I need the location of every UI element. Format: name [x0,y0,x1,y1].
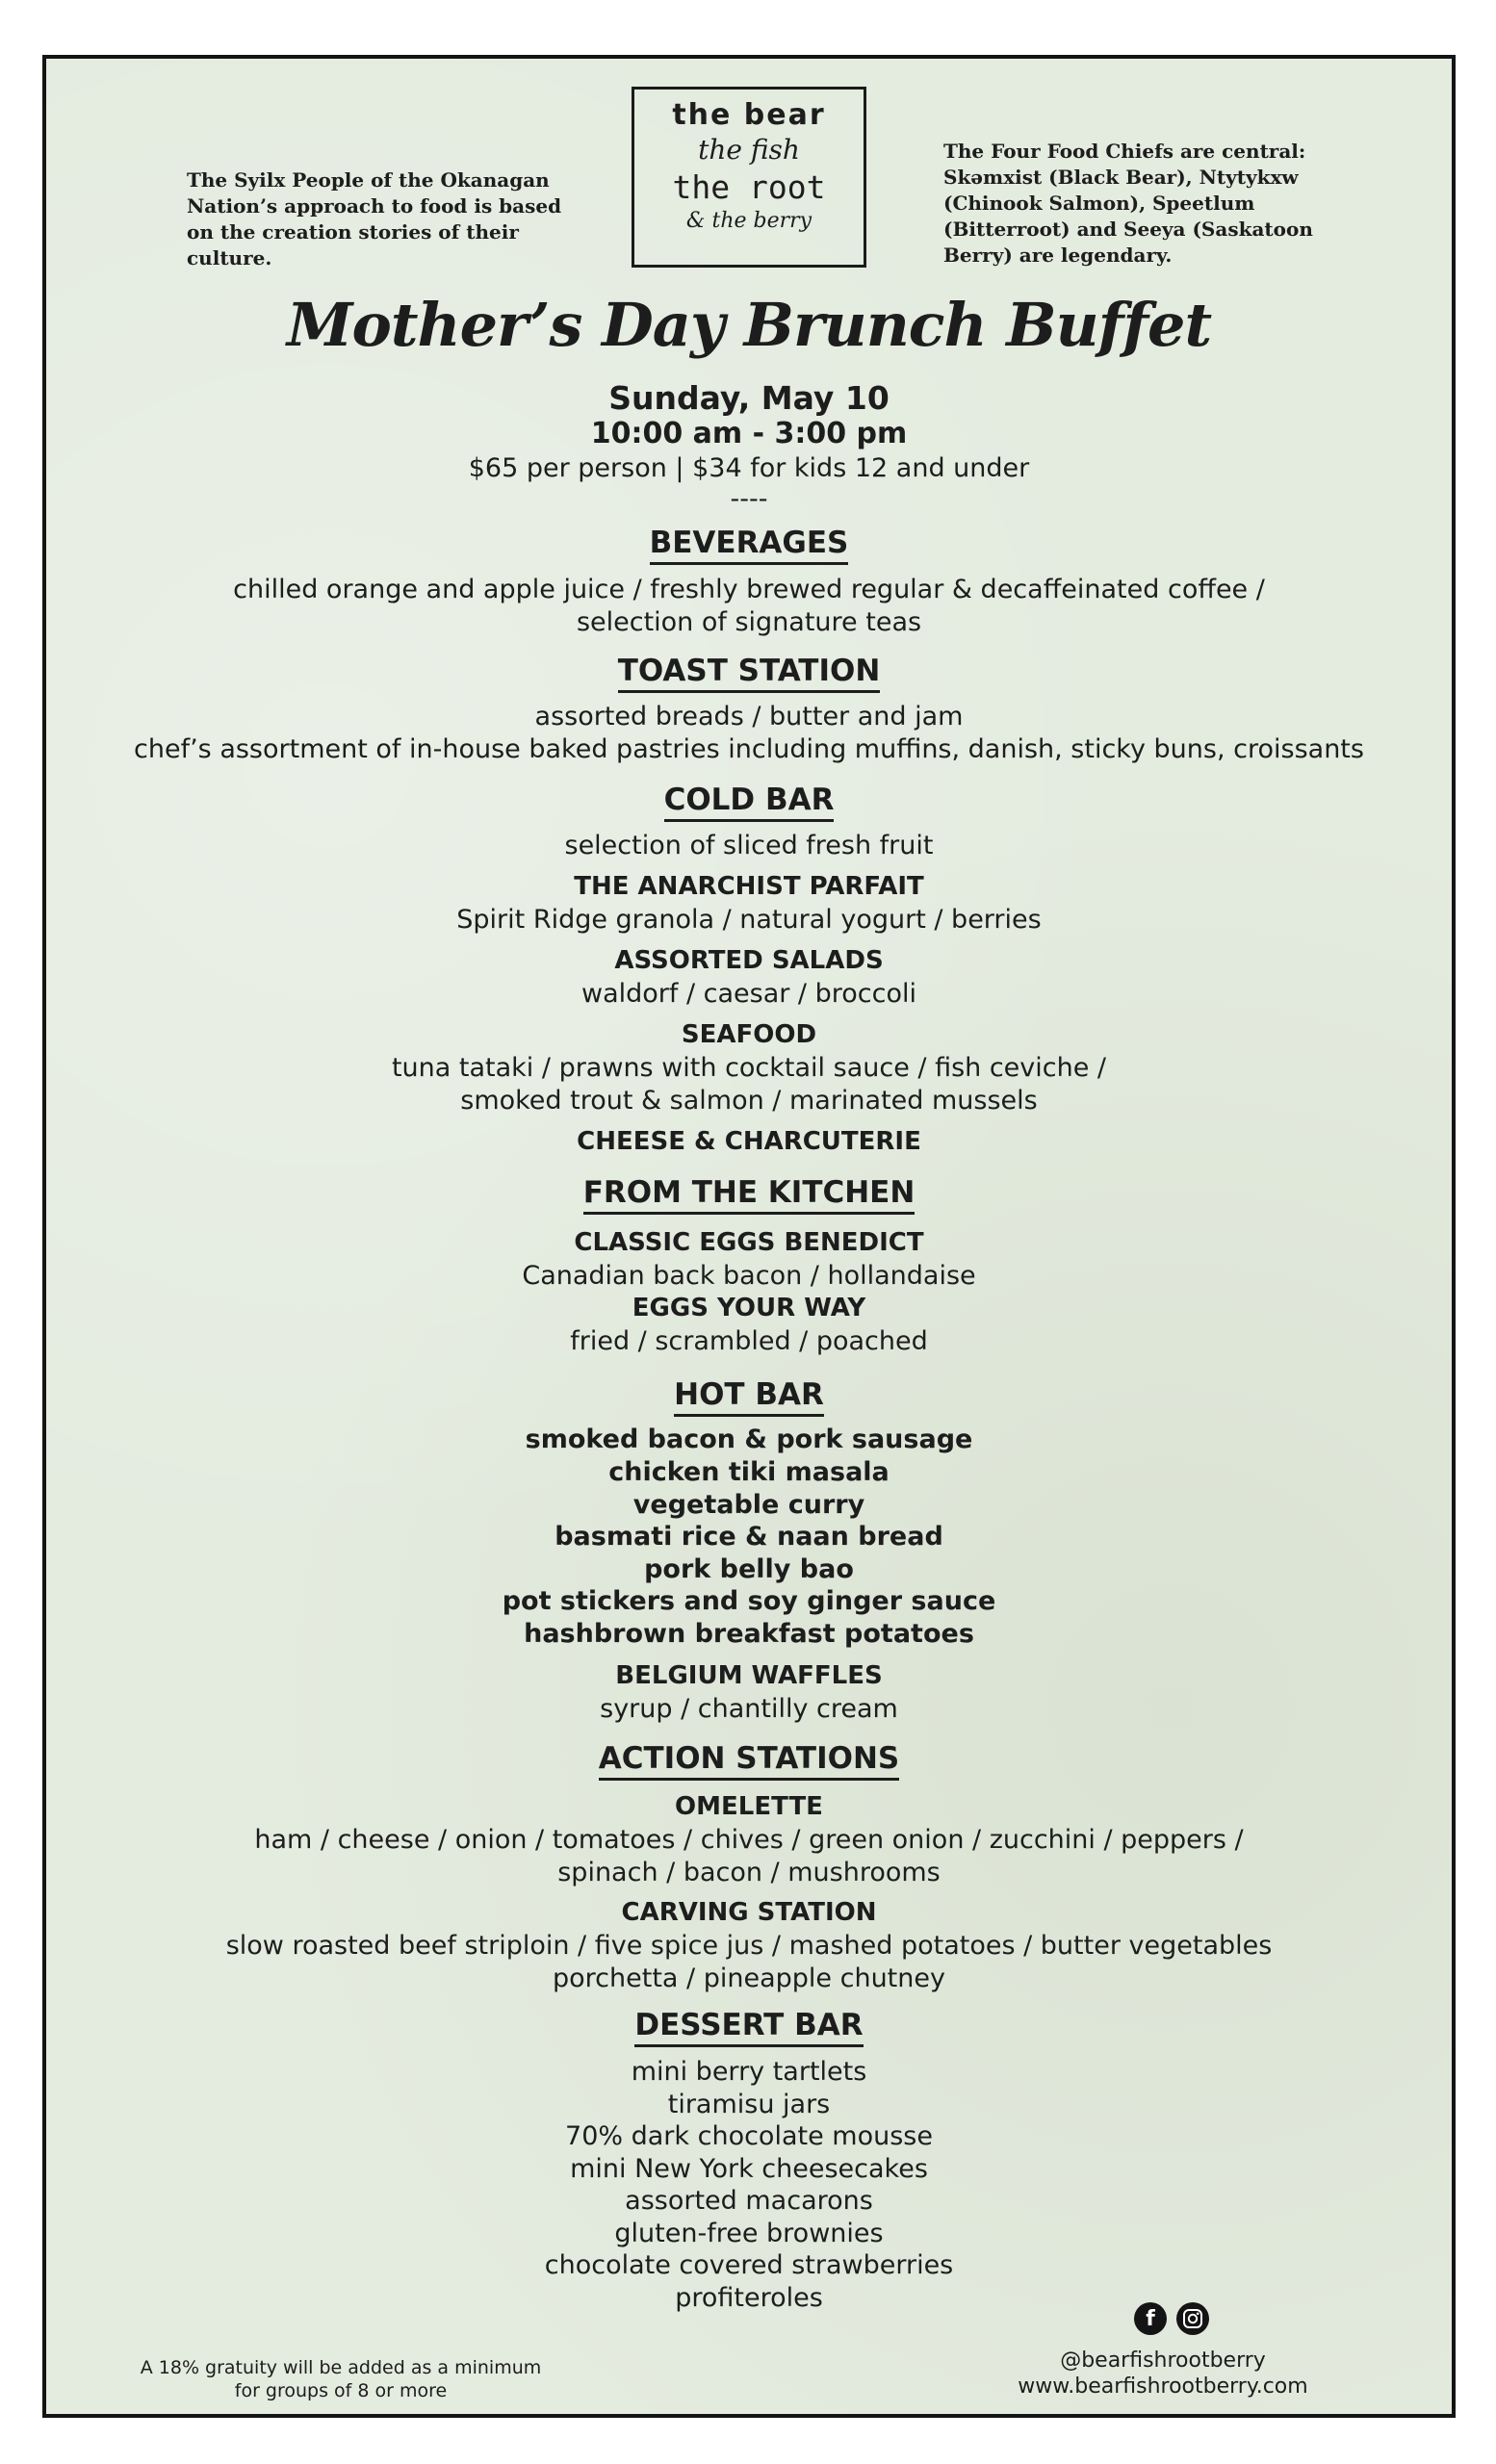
price-line: $65 per person | $34 for kids 12 and under [468,453,1030,483]
gratuity-line-2: for groups of 8 or more [234,2380,448,2401]
logo-line-2: the fish [698,134,800,166]
kitchen-sub-eggs: EGGS YOUR WAY [632,1294,866,1322]
hot-item: chicken tiki masala [608,1457,890,1487]
cold-line-2: Spirit Ridge granola / natural yogurt / berries [456,905,1042,935]
action-line-4: porchetta / pineapple chutney [553,1964,945,1993]
kitchen-line-2: fried / scrambled / poached [570,1326,928,1356]
dessert-item: tiramisu jars [667,2090,831,2119]
intro-left: The Syilx People of the Okanagan Nation’s approach to food is based on the creation stories of their culture. [187,168,562,270]
hot-line-1: syrup / chantilly cream [600,1694,898,1724]
hot-item: vegetable curry [632,1490,865,1520]
beverages-line-1: chilled orange and apple juice / freshly brewed regular & decaffeinated coffee / [233,575,1265,604]
cold-line-5: smoked trout & salmon / marinated mussels [460,1086,1038,1116]
logo-line-1: the bear [672,98,826,132]
toast-line-2: chef’s assortment of in-house baked pastries including muffins, danish, sticky buns, croissants [134,734,1364,764]
contact-info [990,2348,1336,2400]
social-handle[interactable]: @bearfishrootberry [1060,2348,1266,2373]
cold-line-4: tuna tataki / prawns with cocktail sauce / fish ceviche / [391,1053,1107,1083]
menu-sheet [42,55,1456,2418]
heading-action-stations: ACTION STATIONS [46,1741,1452,1776]
cold-sub-cheese: CHEESE & CHARCUTERIE [577,1127,921,1156]
dessert-item: 70% dark chocolate mousse [565,2121,933,2151]
action-line-2: spinach / bacon / mushrooms [557,1858,941,1887]
heading-beverages: BEVERAGES [46,526,1452,560]
cold-sub-salads: ASSORTED SALADS [614,946,884,975]
gratuity-note [139,2356,543,2402]
facebook-icon[interactable]: f [1134,2302,1167,2335]
dessert-item: gluten-free brownies [614,2219,884,2248]
website-link[interactable]: www.bearfishrootberry.com [1018,2374,1308,2399]
logo [632,87,866,268]
cold-line-3: waldorf / caesar / broccoli [580,979,916,1009]
gratuity-line-1: A 18% gratuity will be added as a minimum [140,2357,542,2378]
instagram-icon[interactable] [1176,2302,1209,2335]
heading-cold-bar: COLD BAR [46,783,1452,817]
hot-item: basmati rice & naan bread [555,1522,943,1552]
heading-dessert-bar: DESSERT BAR [46,2008,1452,2042]
beverages-line-2: selection of signature teas [576,607,922,637]
separator: ---- [730,484,768,514]
dessert-item: profiteroles [675,2283,823,2313]
event-time: 10:00 am - 3:00 pm [590,417,908,450]
heading-from-the-kitchen: FROM THE KITCHEN [46,1175,1452,1210]
action-line-1: ham / cheese / onion / tomatoes / chives / green onion / zucchini / peppers / [254,1825,1244,1855]
social-icons [1134,2302,1209,2335]
hot-item: pork belly bao [644,1554,854,1584]
cold-line-1: selection of sliced fresh fruit [564,831,934,860]
cold-sub-parfait: THE ANARCHIST PARFAIT [574,872,924,901]
menu-title: Mother’s Day Brunch Buffet [286,290,1212,360]
event-date: Sunday, May 10 [608,379,890,417]
dessert-item: mini New York cheesecakes [570,2154,928,2184]
dessert-item: mini berry tartlets [631,2057,867,2087]
action-line-3: slow roasted beef striploin / five spice jus / mashed potatoes / butter vegetables [225,1931,1273,1961]
kitchen-line-1: Canadian back bacon / hollandaise [522,1261,976,1291]
heading-hot-bar: HOT BAR [46,1377,1452,1412]
action-sub-omelette: OMELETTE [675,1792,823,1821]
hot-item: smoked bacon & pork sausage [525,1424,973,1454]
heading-toast-station: TOAST STATION [46,654,1452,688]
hot-item: hashbrown breakfast potatoes [524,1619,974,1649]
hot-sub-waffles: BELGIUM WAFFLES [615,1661,883,1690]
cold-sub-seafood: SEAFOOD [681,1020,817,1049]
dessert-item: chocolate covered strawberries [544,2250,954,2280]
kitchen-sub-benedict: CLASSIC EGGS BENEDICT [574,1228,924,1257]
logo-line-3: the root [672,168,826,206]
hot-item: pot stickers and soy ginger sauce [502,1586,996,1616]
toast-line-1: assorted breads / butter and jam [534,702,964,732]
intro-right: The Four Food Chiefs are central: Skəmxist (Black Bear), Ntytykxw (Chinook Salmon), Speetlum (Bitterroot) and Seeya (Saskatoon Berry) are legendary. [943,140,1313,267]
dessert-item: assorted macarons [625,2186,873,2216]
logo-line-4: & the berry [685,209,812,233]
action-sub-carving: CARVING STATION [621,1898,877,1927]
instagram-glyph [1182,2308,1203,2329]
